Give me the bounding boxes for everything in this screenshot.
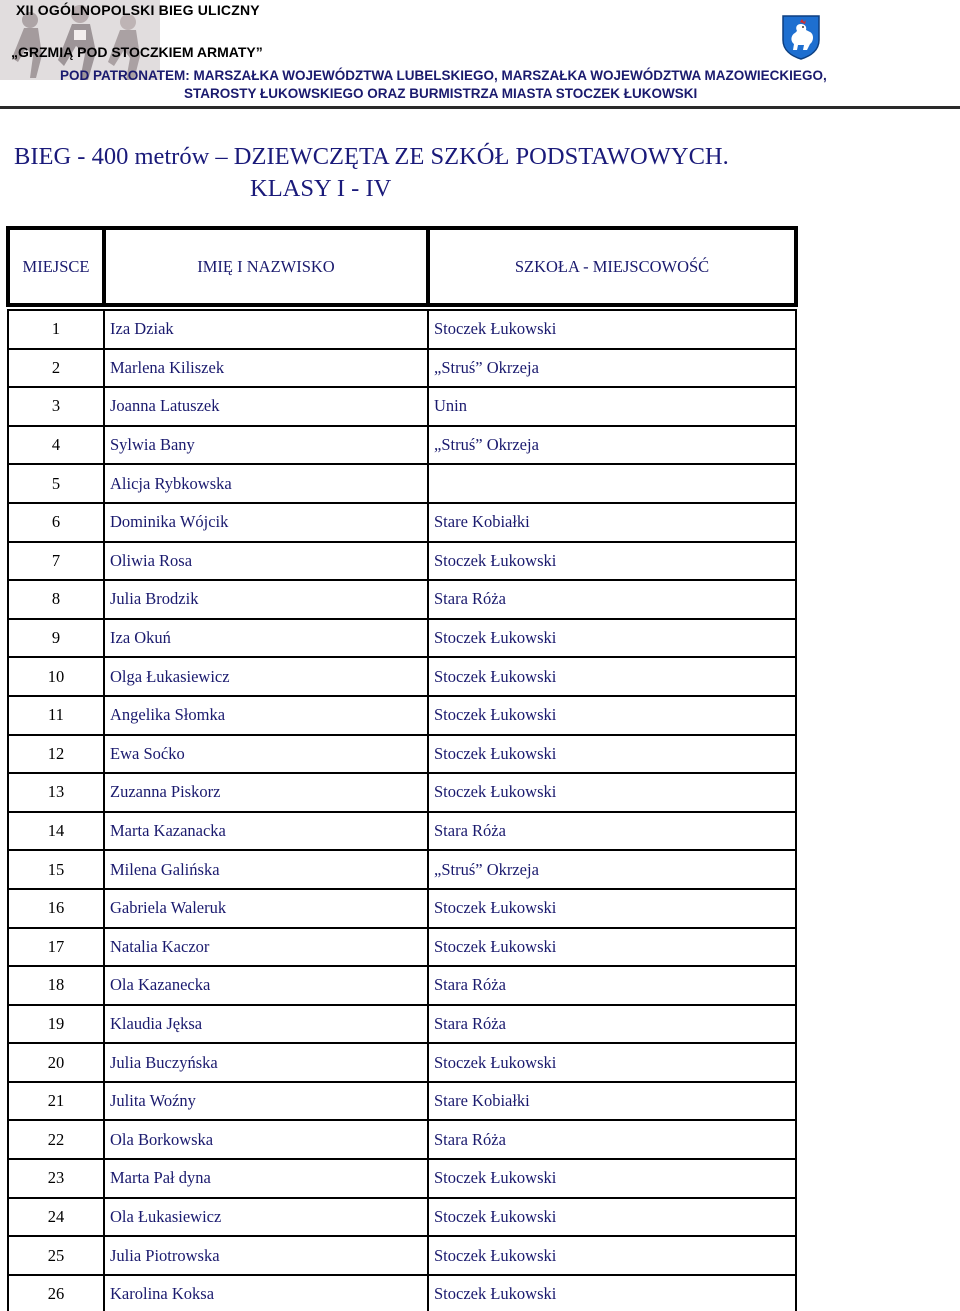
name-cell: Ola Kazanecka [104, 966, 428, 1005]
place-cell: 4 [8, 426, 104, 465]
name-cell: Julita Woźny [104, 1082, 428, 1121]
school-cell: Stoczek Łukowski [428, 619, 796, 658]
table-row [8, 619, 796, 658]
place-cell: 15 [8, 850, 104, 889]
place-cell: 19 [8, 1005, 104, 1044]
table-row [8, 310, 796, 349]
name-cell: Marta Pał dyna [104, 1159, 428, 1198]
table-row [8, 1005, 796, 1044]
name-cell: Sylwia Bany [104, 426, 428, 465]
name-cell: Marlena Kiliszek [104, 349, 428, 388]
name-cell: Klaudia Jęksa [104, 1005, 428, 1044]
place-cell: 5 [8, 464, 104, 503]
column-header-place: MIEJSCE [8, 228, 104, 305]
name-cell: Julia Buczyńska [104, 1043, 428, 1082]
place-cell: 16 [8, 889, 104, 928]
coat-of-arms-rooster-icon [781, 14, 821, 60]
table-row [8, 1236, 796, 1275]
school-cell: Stoczek Łukowski [428, 310, 796, 349]
place-cell: 22 [8, 1120, 104, 1159]
school-cell: Stoczek Łukowski [428, 1198, 796, 1237]
place-cell: 1 [8, 310, 104, 349]
place-cell: 8 [8, 580, 104, 619]
column-header-school: SZKOŁA - MIEJSCOWOŚĆ [428, 228, 796, 305]
school-cell: „Struś” Okrzeja [428, 850, 796, 889]
place-cell: 10 [8, 657, 104, 696]
table-row [8, 966, 796, 1005]
school-cell: Stara Róża [428, 966, 796, 1005]
school-cell: Stara Róża [428, 1120, 796, 1159]
table-row [8, 889, 796, 928]
name-cell: Natalia Kaczor [104, 928, 428, 967]
school-cell: Stoczek Łukowski [428, 889, 796, 928]
name-cell: Marta Kazanacka [104, 812, 428, 851]
place-cell: 21 [8, 1082, 104, 1121]
name-cell: Milena Galińska [104, 850, 428, 889]
place-cell: 6 [8, 503, 104, 542]
event-title: XII OGÓLNOPOLSKI BIEG ULICZNY [16, 2, 260, 18]
name-cell: Angelika Słomka [104, 696, 428, 735]
table-row [8, 387, 796, 426]
table-row [8, 773, 796, 812]
school-cell: Stara Róża [428, 580, 796, 619]
name-cell: Oliwia Rosa [104, 542, 428, 581]
patronage-line-2: STAROSTY ŁUKOWSKIEGO ORAZ BURMISTRZA MIASTA STOCZEK ŁUKOWSKI [184, 86, 698, 101]
school-cell: Stoczek Łukowski [428, 773, 796, 812]
place-cell: 14 [8, 812, 104, 851]
school-cell: Stoczek Łukowski [428, 1236, 796, 1275]
name-cell: Ola Borkowska [104, 1120, 428, 1159]
school-cell: Stara Róża [428, 1005, 796, 1044]
school-cell: Stoczek Łukowski [428, 928, 796, 967]
school-cell: Stara Róża [428, 812, 796, 851]
place-cell: 13 [8, 773, 104, 812]
page-header [0, 0, 960, 110]
school-cell: Stoczek Łukowski [428, 735, 796, 774]
table-row [8, 812, 796, 851]
name-cell: Alicja Rybkowska [104, 464, 428, 503]
name-cell: Karolina Koksa [104, 1275, 428, 1311]
place-cell: 23 [8, 1159, 104, 1198]
place-cell: 3 [8, 387, 104, 426]
school-cell: Stare Kobiałki [428, 503, 796, 542]
place-cell: 7 [8, 542, 104, 581]
table-row [8, 1198, 796, 1237]
place-cell: 25 [8, 1236, 104, 1275]
table-row [8, 1275, 796, 1311]
table-row [8, 657, 796, 696]
results-body [8, 305, 796, 1311]
school-cell: Stoczek Łukowski [428, 696, 796, 735]
school-cell: „Struś” Okrzeja [428, 426, 796, 465]
table-row [8, 1043, 796, 1082]
place-cell: 17 [8, 928, 104, 967]
name-cell: Olga Łukasiewicz [104, 657, 428, 696]
name-cell: Iza Okuń [104, 619, 428, 658]
name-cell: Ola Łukasiewicz [104, 1198, 428, 1237]
place-cell: 18 [8, 966, 104, 1005]
table-row [8, 503, 796, 542]
name-cell: Zuzanna Piskorz [104, 773, 428, 812]
name-cell: Gabriela Waleruk [104, 889, 428, 928]
race-subtitle: KLASY I - IV [250, 175, 392, 202]
table-row [8, 426, 796, 465]
table-row [8, 850, 796, 889]
school-cell: „Struś” Okrzeja [428, 349, 796, 388]
place-cell: 11 [8, 696, 104, 735]
table-row [8, 580, 796, 619]
name-cell: Julia Piotrowska [104, 1236, 428, 1275]
patronage-line-1: POD PATRONATEM: MARSZAŁKA WOJEWÓDZTWA LUBELSKIEGO, MARSZAŁKA WOJEWÓDZTWA MAZOWIECKIEGO, [60, 68, 827, 83]
place-cell: 26 [8, 1275, 104, 1311]
table-row [8, 464, 796, 503]
header-divider [0, 106, 960, 109]
place-cell: 20 [8, 1043, 104, 1082]
place-cell: 24 [8, 1198, 104, 1237]
name-cell: Dominika Wójcik [104, 503, 428, 542]
school-cell [428, 464, 796, 503]
school-cell: Unin [428, 387, 796, 426]
table-row [8, 696, 796, 735]
table-row [8, 349, 796, 388]
results-table [6, 226, 798, 1311]
school-cell: Stoczek Łukowski [428, 1159, 796, 1198]
school-cell: Stoczek Łukowski [428, 657, 796, 696]
table-header-row [8, 228, 796, 305]
table-row [8, 1082, 796, 1121]
name-cell: Ewa Soćko [104, 735, 428, 774]
table-row [8, 928, 796, 967]
name-cell: Iza Dziak [104, 310, 428, 349]
place-cell: 12 [8, 735, 104, 774]
table-row [8, 1159, 796, 1198]
name-cell: Joanna Latuszek [104, 387, 428, 426]
event-name: „GRZMIĄ POD STOCZKIEM ARMATY” [11, 44, 263, 60]
school-cell: Stoczek Łukowski [428, 1043, 796, 1082]
school-cell: Stare Kobiałki [428, 1082, 796, 1121]
column-header-name: IMIĘ I NAZWISKO [104, 228, 428, 305]
school-cell: Stoczek Łukowski [428, 542, 796, 581]
race-title: BIEG - 400 metrów – DZIEWCZĘTA ZE SZKÓŁ PODSTAWOWYCH. [14, 143, 729, 170]
table-row [8, 542, 796, 581]
name-cell: Julia Brodzik [104, 580, 428, 619]
table-row [8, 735, 796, 774]
place-cell: 9 [8, 619, 104, 658]
place-cell: 2 [8, 349, 104, 388]
table-row [8, 1120, 796, 1159]
school-cell: Stoczek Łukowski [428, 1275, 796, 1311]
